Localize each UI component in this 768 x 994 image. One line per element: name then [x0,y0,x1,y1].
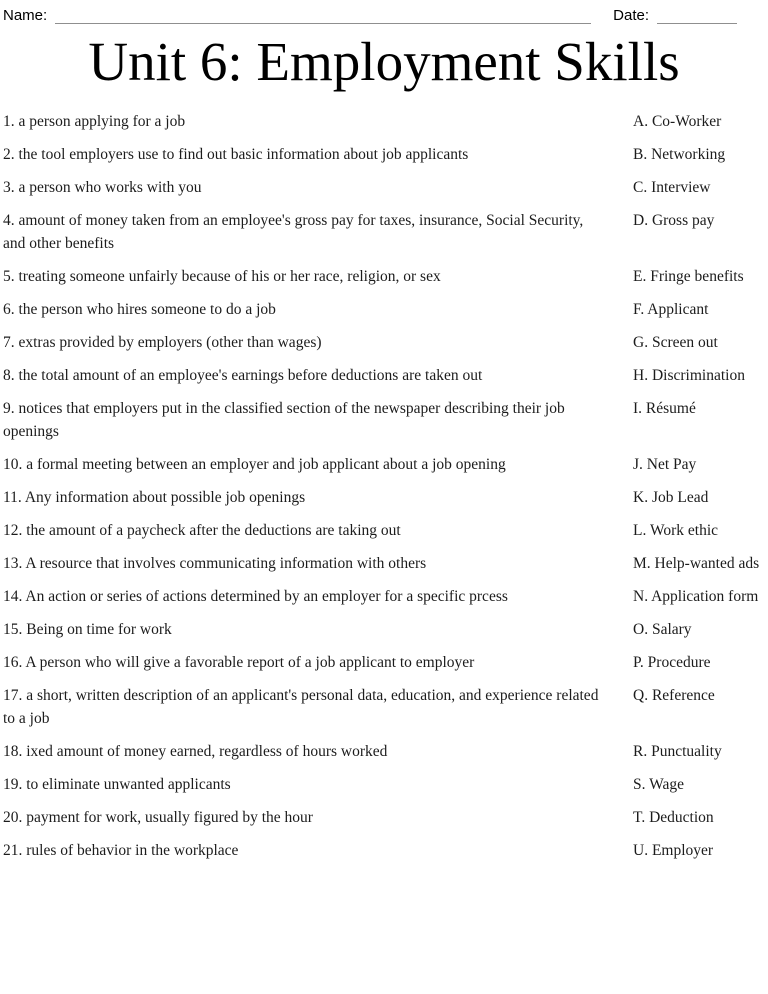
question-text: payment for work, usually figured by the hour [26,808,313,826]
question-number: 18. [3,742,23,760]
answer-text: Work ethic [649,521,719,539]
answer-text: Help-wanted ads [654,554,760,572]
question [3,331,633,354]
answer [633,585,768,608]
answer-letter: C. [633,178,648,196]
question-text: An action or series of actions determined by an employer for a specific prcess [25,587,508,605]
question-text: a person applying for a job [18,112,186,130]
matching-row [3,651,768,674]
question [3,364,633,387]
question-number: 3. [3,178,15,196]
answer-text: Job Lead [651,488,709,506]
answer [633,552,768,575]
answer [633,298,768,321]
question-text: treating someone unfairly because of his or her race, religion, or sex [18,267,441,285]
matching-row [3,740,768,763]
question [3,684,633,730]
answer [633,740,768,763]
answer [633,331,768,354]
worksheet-header [0,0,768,25]
answer-letter: M. [633,554,651,572]
answer-text: Discrimination [651,366,745,384]
matching-row [3,486,768,509]
answer-letter: Q. [633,686,649,704]
question [3,176,633,199]
matching-row [3,265,768,288]
question [3,143,633,166]
question-text: A resource that involves communicating information with others [25,554,427,572]
matching-row [3,364,768,387]
question-text: Any information about possible job openings [24,488,306,506]
question [3,298,633,321]
answer [633,839,768,862]
question [3,839,633,862]
question [3,265,633,288]
answer-letter: N. [633,587,649,605]
question-number: 12. [3,521,23,539]
answer-text: Gross pay [651,211,715,229]
answer-letter: T. [633,808,646,826]
matching-row [3,453,768,476]
matching-row [3,806,768,829]
answer-text: Co-Worker [651,112,722,130]
question-text: rules of behavior in the workplace [26,841,239,859]
question-text: a person who works with you [18,178,202,196]
question [3,486,633,509]
matching-row [3,773,768,796]
answer-text: Screen out [651,333,718,351]
question [3,740,633,763]
answer [633,397,768,420]
question [3,773,633,796]
question-text: the tool employers use to find out basic information about job applicants [18,145,469,163]
answer [633,110,768,133]
answer-letter: H. [633,366,649,384]
question-number: 14. [3,587,23,605]
answer [633,618,768,641]
answer-letter: S. [633,775,646,793]
answer-letter: E. [633,267,647,285]
name-label: Name: [3,7,48,24]
answer [633,265,768,288]
matching-row [3,298,768,321]
answer-letter: K. [633,488,649,506]
question [3,397,633,443]
question [3,209,633,255]
question-text: extras provided by employers (other than wages) [18,333,322,351]
answer-text: Applicant [647,300,709,318]
answer-text: Application form [651,587,759,605]
question [3,453,633,476]
answer [633,806,768,829]
question-number: 11. [3,488,22,506]
name-blank-line[interactable] [55,7,591,24]
answer-letter: G. [633,333,649,351]
question [3,806,633,829]
question [3,651,633,674]
question-number: 17. [3,686,23,704]
question-number: 8. [3,366,15,384]
question-text: ixed amount of money earned, regardless of hours worked [26,742,388,760]
matching-row [3,684,768,730]
question-text: a formal meeting between an employer and job applicant about a job opening [26,455,506,473]
answer [633,684,768,707]
matching-row [3,176,768,199]
question-number: 7. [3,333,15,351]
answer-text: Networking [651,145,726,163]
matching-row [3,552,768,575]
answer-letter: A. [633,112,649,130]
question-text: A person who will give a favorable report of a job applicant to employer [25,653,475,671]
answer [633,651,768,674]
answer [633,176,768,199]
answer-letter: B. [633,145,648,163]
question-text: a short, written description of an applicant's personal data, education, and experience related to a job [3,686,599,727]
question-number: 16. [3,653,23,671]
question-text: notices that employers put in the classified section of the newspaper describing their job openings [3,399,565,440]
answer [633,453,768,476]
matching-row [3,519,768,542]
matching-row [3,331,768,354]
answer [633,209,768,232]
question-number: 15. [3,620,23,638]
question-number: 10. [3,455,23,473]
question-text: to eliminate unwanted applicants [26,775,231,793]
matching-list [3,110,768,862]
question-text: the amount of a paycheck after the deductions are taking out [26,521,401,539]
answer-letter: P. [633,653,644,671]
question-number: 5. [3,267,15,285]
answer-letter: I. [633,399,643,417]
answer-letter: L. [633,521,647,539]
matching-row [3,209,768,255]
matching-row [3,110,768,133]
question-number: 9. [3,399,15,417]
matching-row [3,839,768,862]
answer-text: Résumé [645,399,696,417]
date-label: Date: [613,7,649,24]
question-text: the person who hires someone to do a job [18,300,276,318]
question [3,552,633,575]
matching-row [3,397,768,443]
question [3,110,633,133]
answer-text: Punctuality [651,742,722,760]
answer-text: Wage [649,775,685,793]
question-text: the total amount of an employee's earnings before deductions are taken out [18,366,483,384]
answer [633,486,768,509]
question [3,585,633,608]
answer [633,773,768,796]
answer-letter: R. [633,742,648,760]
answer-text: Employer [651,841,714,859]
question-number: 6. [3,300,15,318]
question-number: 20. [3,808,23,826]
answer-text: Deduction [649,808,714,826]
answer [633,364,768,387]
answer-text: Procedure [647,653,711,671]
answer-letter: F. [633,300,645,318]
question [3,618,633,641]
answer [633,519,768,542]
answer-letter: D. [633,211,649,229]
question-number: 19. [3,775,23,793]
question [3,519,633,542]
question-text: amount of money taken from an employee's gross pay for taxes, insurance, Social Security, and other benefits [3,211,584,252]
answer-text: Salary [651,620,692,638]
answer-text: Net Pay [646,455,697,473]
matching-row [3,143,768,166]
answer [633,143,768,166]
question-number: 1. [3,112,15,130]
question-number: 21. [3,841,23,859]
matching-row [3,618,768,641]
question-number: 4. [3,211,15,229]
answer-letter: O. [633,620,649,638]
answer-text: Interview [651,178,711,196]
page-title: Unit 6: Employment Skills [88,31,680,92]
matching-row [3,585,768,608]
question-number: 2. [3,145,15,163]
answer-text: Reference [651,686,715,704]
answer-text: Fringe benefits [650,267,744,285]
question-text: Being on time for work [26,620,172,638]
question-number: 13. [3,554,23,572]
answer-letter: U. [633,841,649,859]
answer-letter: J. [633,455,643,473]
date-blank-line[interactable] [657,7,737,24]
